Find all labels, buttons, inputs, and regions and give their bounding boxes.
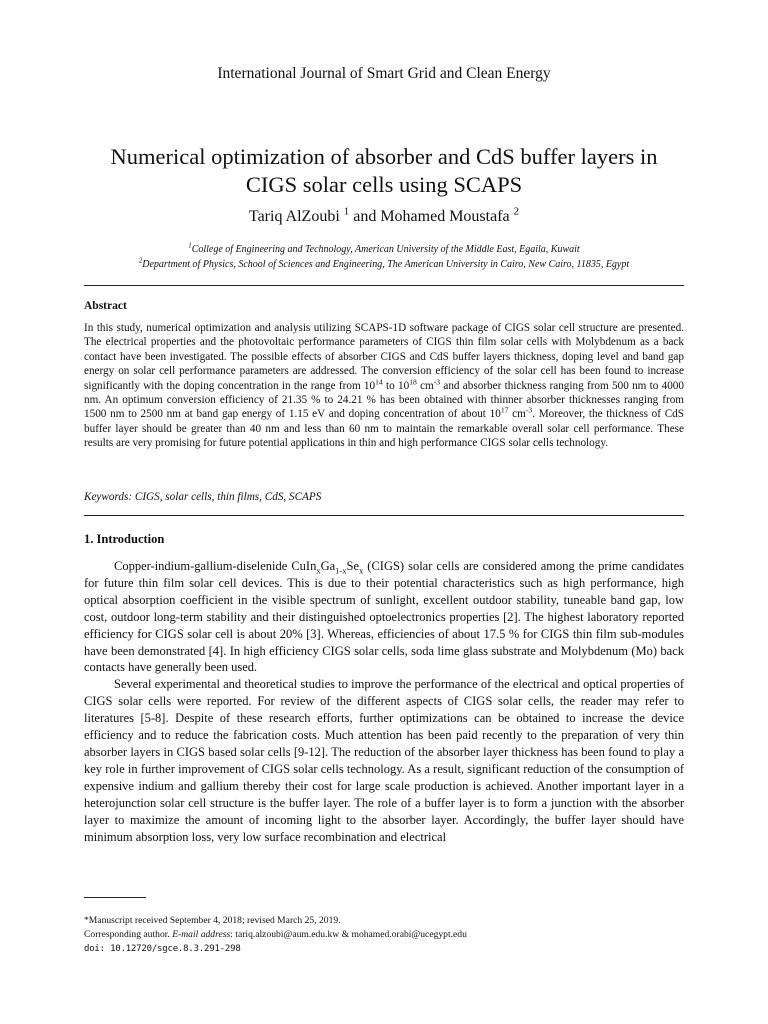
doi: doi: 10.12720/sgce.8.3.291-298 (84, 944, 241, 954)
author-conjunction: and (353, 208, 377, 225)
affiliation-text: Department of Physics, School of Sciences and Engineering, The American University in Cairo, New Cairo, 11835, Egypt (142, 258, 630, 270)
exponent: -3 (433, 376, 441, 386)
title-line-1: Numerical optimization of absorber and CdS buffer layers in (110, 144, 658, 169)
abstract-top-rule (84, 285, 684, 286)
exponent: 17 (500, 405, 509, 415)
author-list (0, 205, 768, 226)
affiliation-mark: 2 (138, 257, 143, 265)
text-segment: (CIGS) solar cells are considered among the prime candidates for future thin film solar cell devices. This is due to their potential characteristics such as high performance, high optical absorption coefficient in the visible spectrum of sunlight, excellent outdoor stability, tuneable band gap, low cost, outdoor long-term stability and their distinguished optoelectronics properties [2]. The highest laboratory reported efficiency for CIGS solar cell is about 20% [3]. Whereas, efficiencies of about 17.5 % for CIGS thin film sub-modules have been demonstrated [4]. In high efficiency CIGS solar cells, soda lime glass substrate and Molybdenum (Mo) back contacts have generally been used. (84, 559, 684, 675)
author-name: Tariq AlZoubi (248, 208, 340, 225)
corresponding-author-note (84, 928, 684, 942)
footnote-rule (84, 897, 146, 898)
affiliation-2 (0, 258, 768, 273)
paper-title (40, 143, 728, 199)
paragraph: Several experimental and theoretical studies to improve the performance of the electrical and optical properties of CIGS solar cells were reported. For review of the different aspects of CIGS solar cells, the reader may refer to literatures [5-8]. Despite of these research efforts, further optimizations can be obtained to increase the device efficiency and to reduce the fabrication costs. Much attention has been paid recently to the preparation of very thin absorber layers in CIGS based solar cells [9-12]. The reduction of the absorber layer thickness has been found to play a key role in further improvement of CIGS solar cells technology. As a result, significant reduction of the consumption of expensive indium and gallium thereby their cost for large scale production is achieved. Another important layer in a heterojunction solar cell structure is the buffer layer. The role of a buffer layer is to form a junction with the absorber layer to maximize the amount of incoming light to the absorber layer. Accordingly, the buffer layer should have minimum absorption loss, very low surface recombination and electrical (84, 677, 684, 844)
manuscript-received-note: *Manuscript received September 4, 2018; revised March 25, 2019. (84, 915, 341, 926)
abstract-segment: and absorber thickness ranging from 500 nm to 4000 nm. An optimum conversion efficiency of 21.35 % to 24.21 % has been obtained with thinner absorber thicknesses ranging from 1500 nm to 2500 nm at band gap energy of 1.15 eV and doping concentration of about 10 (84, 379, 684, 421)
abstract-segment: . Moreover, the thickness of CdS buffer layer should be greater than 40 nm and less than 60 nm to maintain the remarkable overall solar cell performance. These results are very promising for future potential applications in thin and high performance CIGS solar cells technology. (84, 408, 684, 450)
email-label: E-mail address (172, 929, 231, 940)
abstract-bottom-rule (84, 515, 684, 516)
footnotes (84, 914, 684, 956)
affiliation-1 (0, 243, 768, 258)
affiliation-mark: 1 (188, 242, 192, 250)
subscript: x (359, 565, 364, 576)
exponent: 14 (375, 376, 383, 386)
text-segment: Copper-indium-gallium-diselenide CuIn (114, 559, 317, 573)
keywords: Keywords: CIGS, solar cells, thin films, CdS, SCAPS (84, 491, 322, 503)
text-segment: Ga (320, 559, 336, 573)
journal-name: International Journal of Smart Grid and Clean Energy (217, 65, 551, 82)
affiliation-mark: 2 (513, 205, 520, 218)
section-heading-introduction: 1. Introduction (84, 532, 165, 546)
exponent: -3 (525, 405, 533, 415)
title-line-2: CIGS solar cells using SCAPS (245, 172, 523, 197)
abstract-text (84, 321, 684, 451)
corresponding-label: Corresponding author. (84, 929, 173, 940)
email-value: : tariq.alzoubi@aum.edu.kw & mohamed.orabi@ucegypt.edu (230, 929, 467, 940)
subscript: 1-x (335, 565, 347, 576)
author-name: Mohamed Moustafa (380, 208, 510, 225)
paragraph (84, 558, 684, 676)
exponent: 18 (409, 376, 417, 386)
abstract-segment: cm (416, 379, 434, 392)
affiliation-mark: 1 (343, 205, 350, 218)
text-segment: Se (346, 559, 360, 573)
abstract-heading: Abstract (84, 300, 127, 312)
affiliation-text: College of Engineering and Technology, American University of the Middle East, Egaila, Kuwait (191, 244, 580, 255)
abstract-segment: In this study, numerical optimization and analysis utilizing SCAPS-1D software package of CIGS solar cell structure are presented. The electrical properties and the photovoltaic performance parameters of CIGS thin film solar cells with Molybdenum as a back contact have been investigated. The possible effects of absorber CIGS and CdS buffer layers thickness, doping level and band gap energy on solar cell performance parameters are addressed. The conversion efficiency of the solar cell has been found to increase significantly with the doping concentration in the range from 10 (84, 322, 684, 392)
abstract-segment: cm (508, 408, 526, 421)
introduction-body (84, 558, 684, 845)
abstract-segment: to 10 (382, 379, 410, 392)
subscript: x (316, 565, 321, 576)
affiliations (0, 243, 768, 272)
